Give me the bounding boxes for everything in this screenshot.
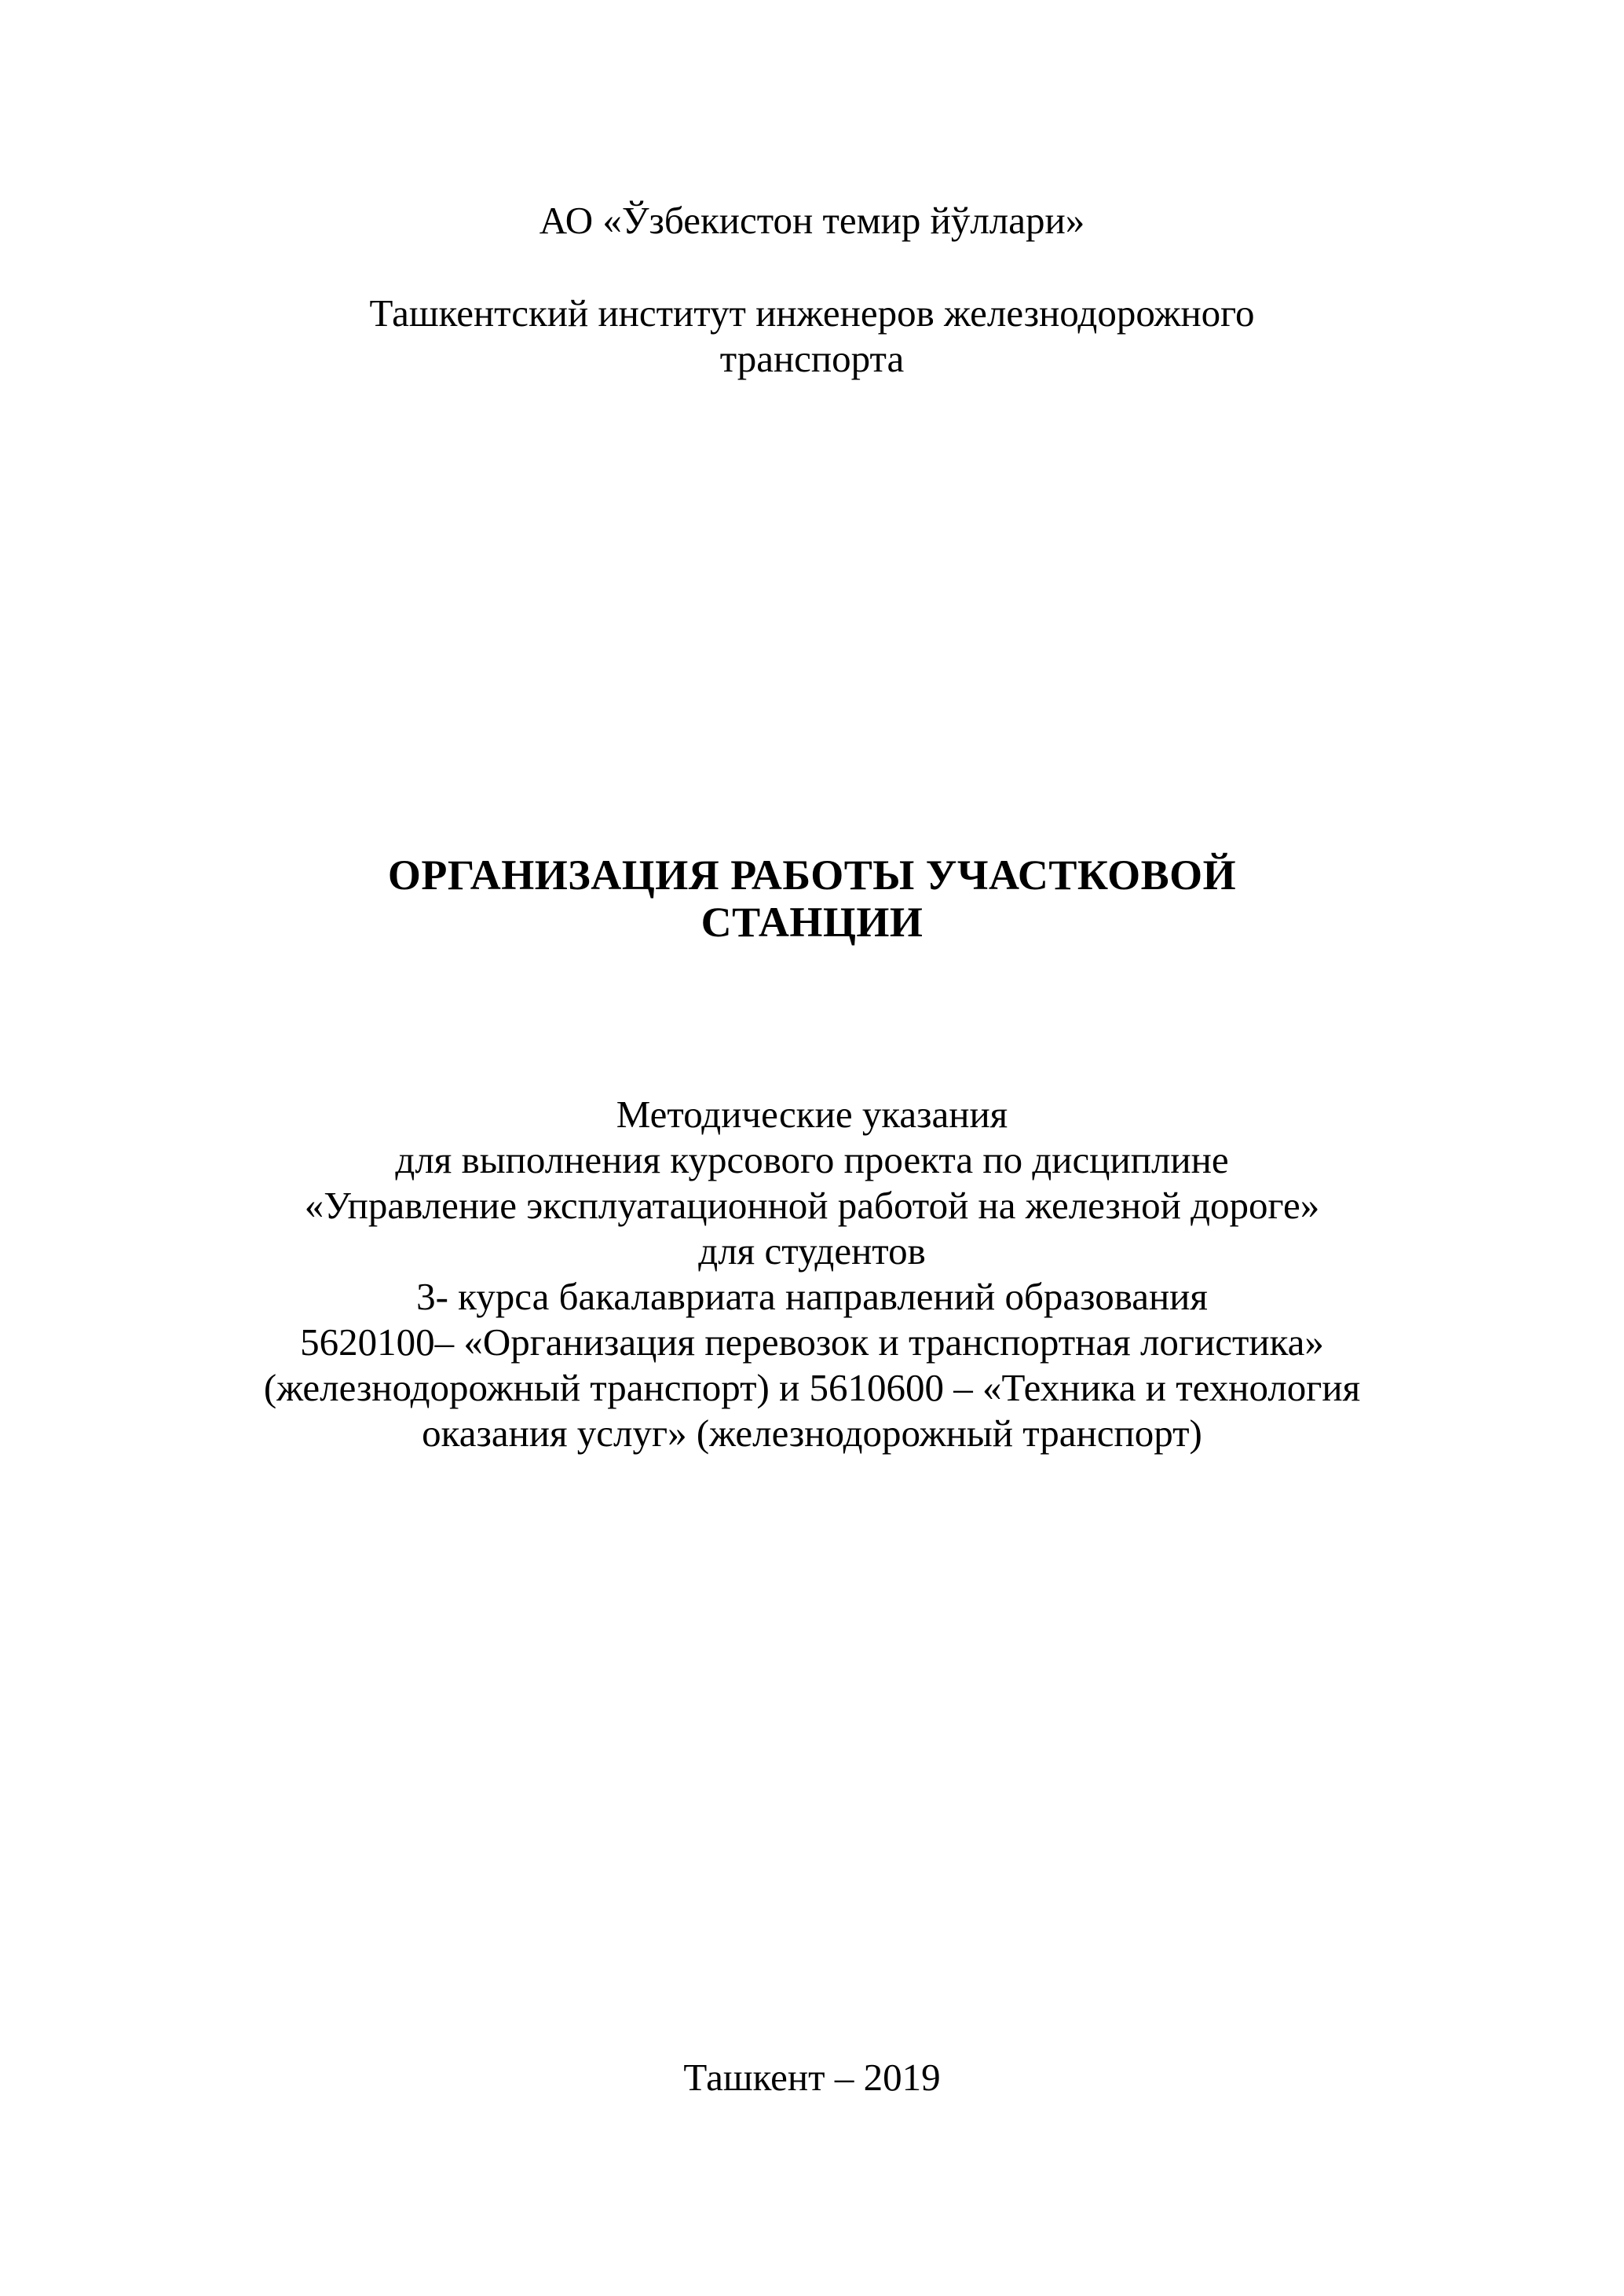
document-title-line-1: ОРГАНИЗАЦИЯ РАБОТЫ УЧАСТКОВОЙ — [387, 851, 1237, 899]
city-and-year: Ташкент – 2019 — [683, 2056, 941, 2099]
document-title-line-2: СТАНЦИИ — [700, 899, 924, 946]
subtitle-line: Методические указания — [616, 1093, 1008, 1136]
subtitle-line: «Управление эксплуатационной работой на железной дороге» — [304, 1184, 1320, 1227]
subtitle-line: 3- курса бакалавриата направлений образования — [416, 1275, 1208, 1318]
subtitle-line: для студентов — [698, 1229, 926, 1273]
subtitle-line: оказания услуг» (железнодорожный транспорт) — [422, 1412, 1202, 1455]
institute-name-line-2: транспорта — [719, 337, 905, 380]
subtitle-line: (железнодорожный транспорт) и 5610600 – «Техника и технология — [263, 1366, 1361, 1409]
organization-name: АО «Ўзбекистон темир йўллари» — [539, 199, 1085, 242]
subtitle-line: для выполнения курсового проекта по дисциплине — [395, 1138, 1229, 1181]
institute-name-line-1: Ташкентский институт инженеров железнодорожного — [369, 291, 1255, 335]
subtitle-line: 5620100– «Организация перевозок и транспортная логистика» — [300, 1320, 1324, 1364]
subtitle-block — [0, 1092, 1624, 1456]
